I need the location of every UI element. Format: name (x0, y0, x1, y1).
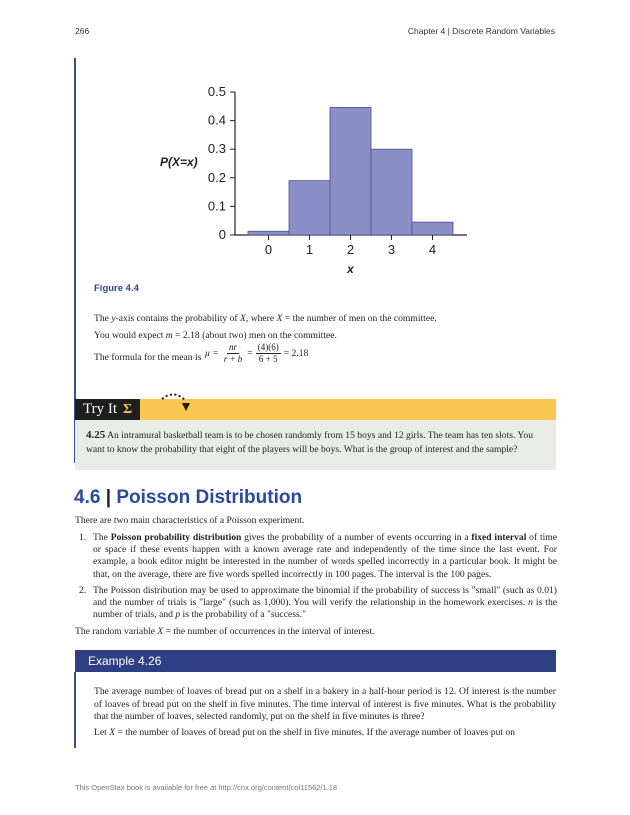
chapter-header: Chapter 4 | Discrete Random Variables (407, 26, 555, 36)
histogram-bar (412, 222, 453, 235)
list-item: 2. The Poisson distribution may be used to approximate the binomial if the probability of success is "small" (such as 0.01) and the number of trials is "large" (such as 1,000). You will verify the relationship in the homework exercises. n is the number of trials, and p is the probability of a "success." (79, 584, 557, 621)
fraction-nr: $\frac{nr}{r + b}$ (223, 342, 243, 364)
example-text-continued: Let X = the number of loaves of bread put on the shelf in five minutes. If the average number of loaves put on (94, 727, 516, 738)
histogram-svg (150, 78, 480, 283)
paragraph-expected: You would expect m = 2.18 (about two) men on the committee. (94, 330, 337, 341)
characteristics-list (75, 532, 557, 625)
page-number: 266 (75, 26, 90, 36)
probability-histogram (150, 78, 480, 283)
x-tick-label: 2 (346, 242, 355, 257)
random-variable-paragraph: The random variable X = the number of occurrences in the interval of interest. (75, 626, 375, 637)
try-it-banner (75, 399, 556, 420)
histogram-bar (248, 231, 289, 235)
formula-result: = 2.18 (283, 348, 309, 359)
example-text: The average number of loaves of bread put on a shelf in a bakery in a half-hour period is 12. Of interest is the number of loaves of bread put on the shelf in five minutes. The time interval of interest is five minutes. What is the probability that the number of loaves, selected randomly, put on the shelf in five minutes is three? (94, 686, 556, 722)
y-tick-label: 0.4 (207, 112, 226, 128)
histogram-bar (371, 149, 412, 235)
mean-formula: μ = $\frac{nr}{r + b}$ = $\frac{(4)(6)}{6 + 5}$ = 2.18 (205, 342, 309, 364)
x-tick-label: 1 (305, 242, 314, 257)
try-it-exercise: 4.25 An intramural basketball team is to be chosen randomly from 15 boys and 12 girls. The team has ten slots. You want to know the probability that eight of the players will be boys. What is the group of interest and the sample? (86, 429, 533, 455)
x-tick-label: 0 (264, 242, 273, 257)
y-axis-label: P(X=x) (160, 155, 198, 169)
y-tick-label: 0 (218, 227, 226, 242)
y-tick-label: 0.5 (207, 84, 226, 99)
exercise-number: 4.25 (86, 429, 106, 441)
x-tick-label: 4 (428, 242, 437, 257)
y-tick-label: 0.2 (207, 169, 226, 185)
histogram-bar (289, 181, 330, 235)
x-axis-label: x (347, 262, 354, 276)
section-title: 4.6 | Poisson Distribution (74, 487, 303, 508)
footer-note: This OpenStax book is available for free at http://cnx.org/content/col11562/1.18 (75, 783, 338, 792)
example-rule (74, 672, 76, 748)
x-tick-label: 3 (387, 242, 396, 257)
fraction-values: $\frac{(4)(6)}{6 + 5}$ (257, 342, 279, 364)
y-tick-label: 0.3 (207, 141, 226, 157)
dotted-arrow-icon (160, 391, 192, 415)
try-it-label: Try It Σ (75, 399, 140, 420)
formula-mu: μ = (205, 348, 219, 359)
sigma-icon: Σ (123, 402, 133, 417)
paragraph-y-axis: The y-axis contains the probability of X, where X = the number of men on the committee. (94, 313, 437, 324)
histogram-bar (330, 107, 371, 235)
example-title: Example 4.26 (88, 654, 162, 668)
list-item: 1. The Poisson probability distribution gives the probability of a number of events occurring in a fixed interval of time or space if these events happen with a known average rate and independently of the time since the last event. For example, a book editor might be interested in the number of words spelled incorrectly in a particular book. It might be that, on the average, there are five words spelled incorrectly in 100 pages. The interval is the 100 pages. (79, 532, 557, 580)
intro-paragraph: There are two main characteristics of a Poisson experiment. (75, 515, 305, 526)
paragraph-mean-formula: The formula for the mean is (94, 352, 202, 363)
y-tick-label: 0.1 (207, 198, 226, 214)
figure-caption: Figure 4.4 (94, 283, 139, 294)
